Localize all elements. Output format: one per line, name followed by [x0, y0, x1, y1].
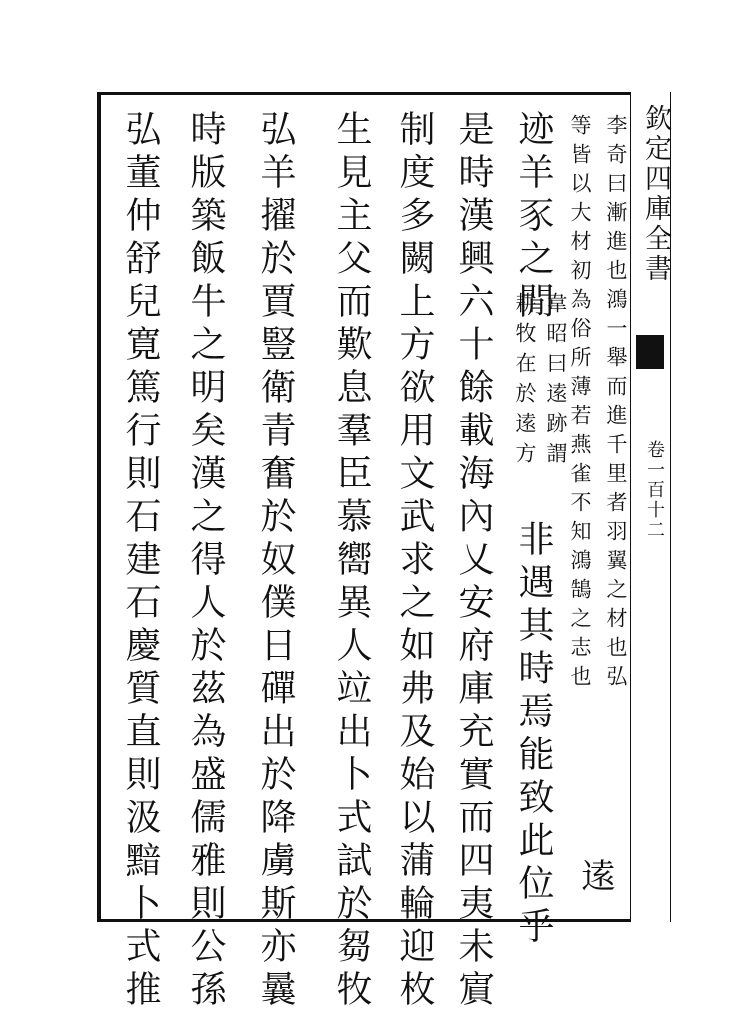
text-column-4a: 迹羊豕之閒 [513, 110, 554, 325]
text-column-9: 時版築飯牛之明矣漢之得人於茲為盛儒雅則公孫 [185, 110, 226, 1013]
text-column-big-char: 逺 [575, 858, 615, 899]
inline-commentary-b: 耕牧在於逺方 [513, 292, 537, 472]
text-column-6: 制度多闕上方欲用文武求之如弗及始以蒲輪迎枚 [394, 110, 435, 1013]
book-title: 欽定四庫全書 [640, 104, 671, 284]
text-column-5: 是時漢興六十餘載海內乂安府庫充實而四夷未賔 [453, 110, 494, 1013]
text-column-8: 弘羊擢於賈豎衛青奮於奴僕日磾出於降虜斯亦曩 [255, 110, 296, 1013]
text-column-10: 弘董仲舒兒寛篤行則石建石慶質直則汲黯卜式推 [120, 110, 161, 1013]
text-column-7: 生見主父而歎息羣臣慕嚮異人竝出卜式試於芻牧 [331, 110, 372, 1013]
text-column-4b: 非遇其時焉能致此位乎 [513, 520, 554, 950]
volume-number: 卷一百十二 [644, 440, 665, 540]
commentary-column-2: 等皆以大材初為俗所薄若燕雀不知鴻鵠之志也 [568, 114, 592, 694]
commentary-column-1: 李奇曰漸進也鴻一舉而進千里者羽翼之材也弘 [604, 114, 628, 694]
inline-commentary-a: 韋昭曰逺跡謂 [544, 292, 568, 472]
fishtail-mark [636, 335, 664, 369]
